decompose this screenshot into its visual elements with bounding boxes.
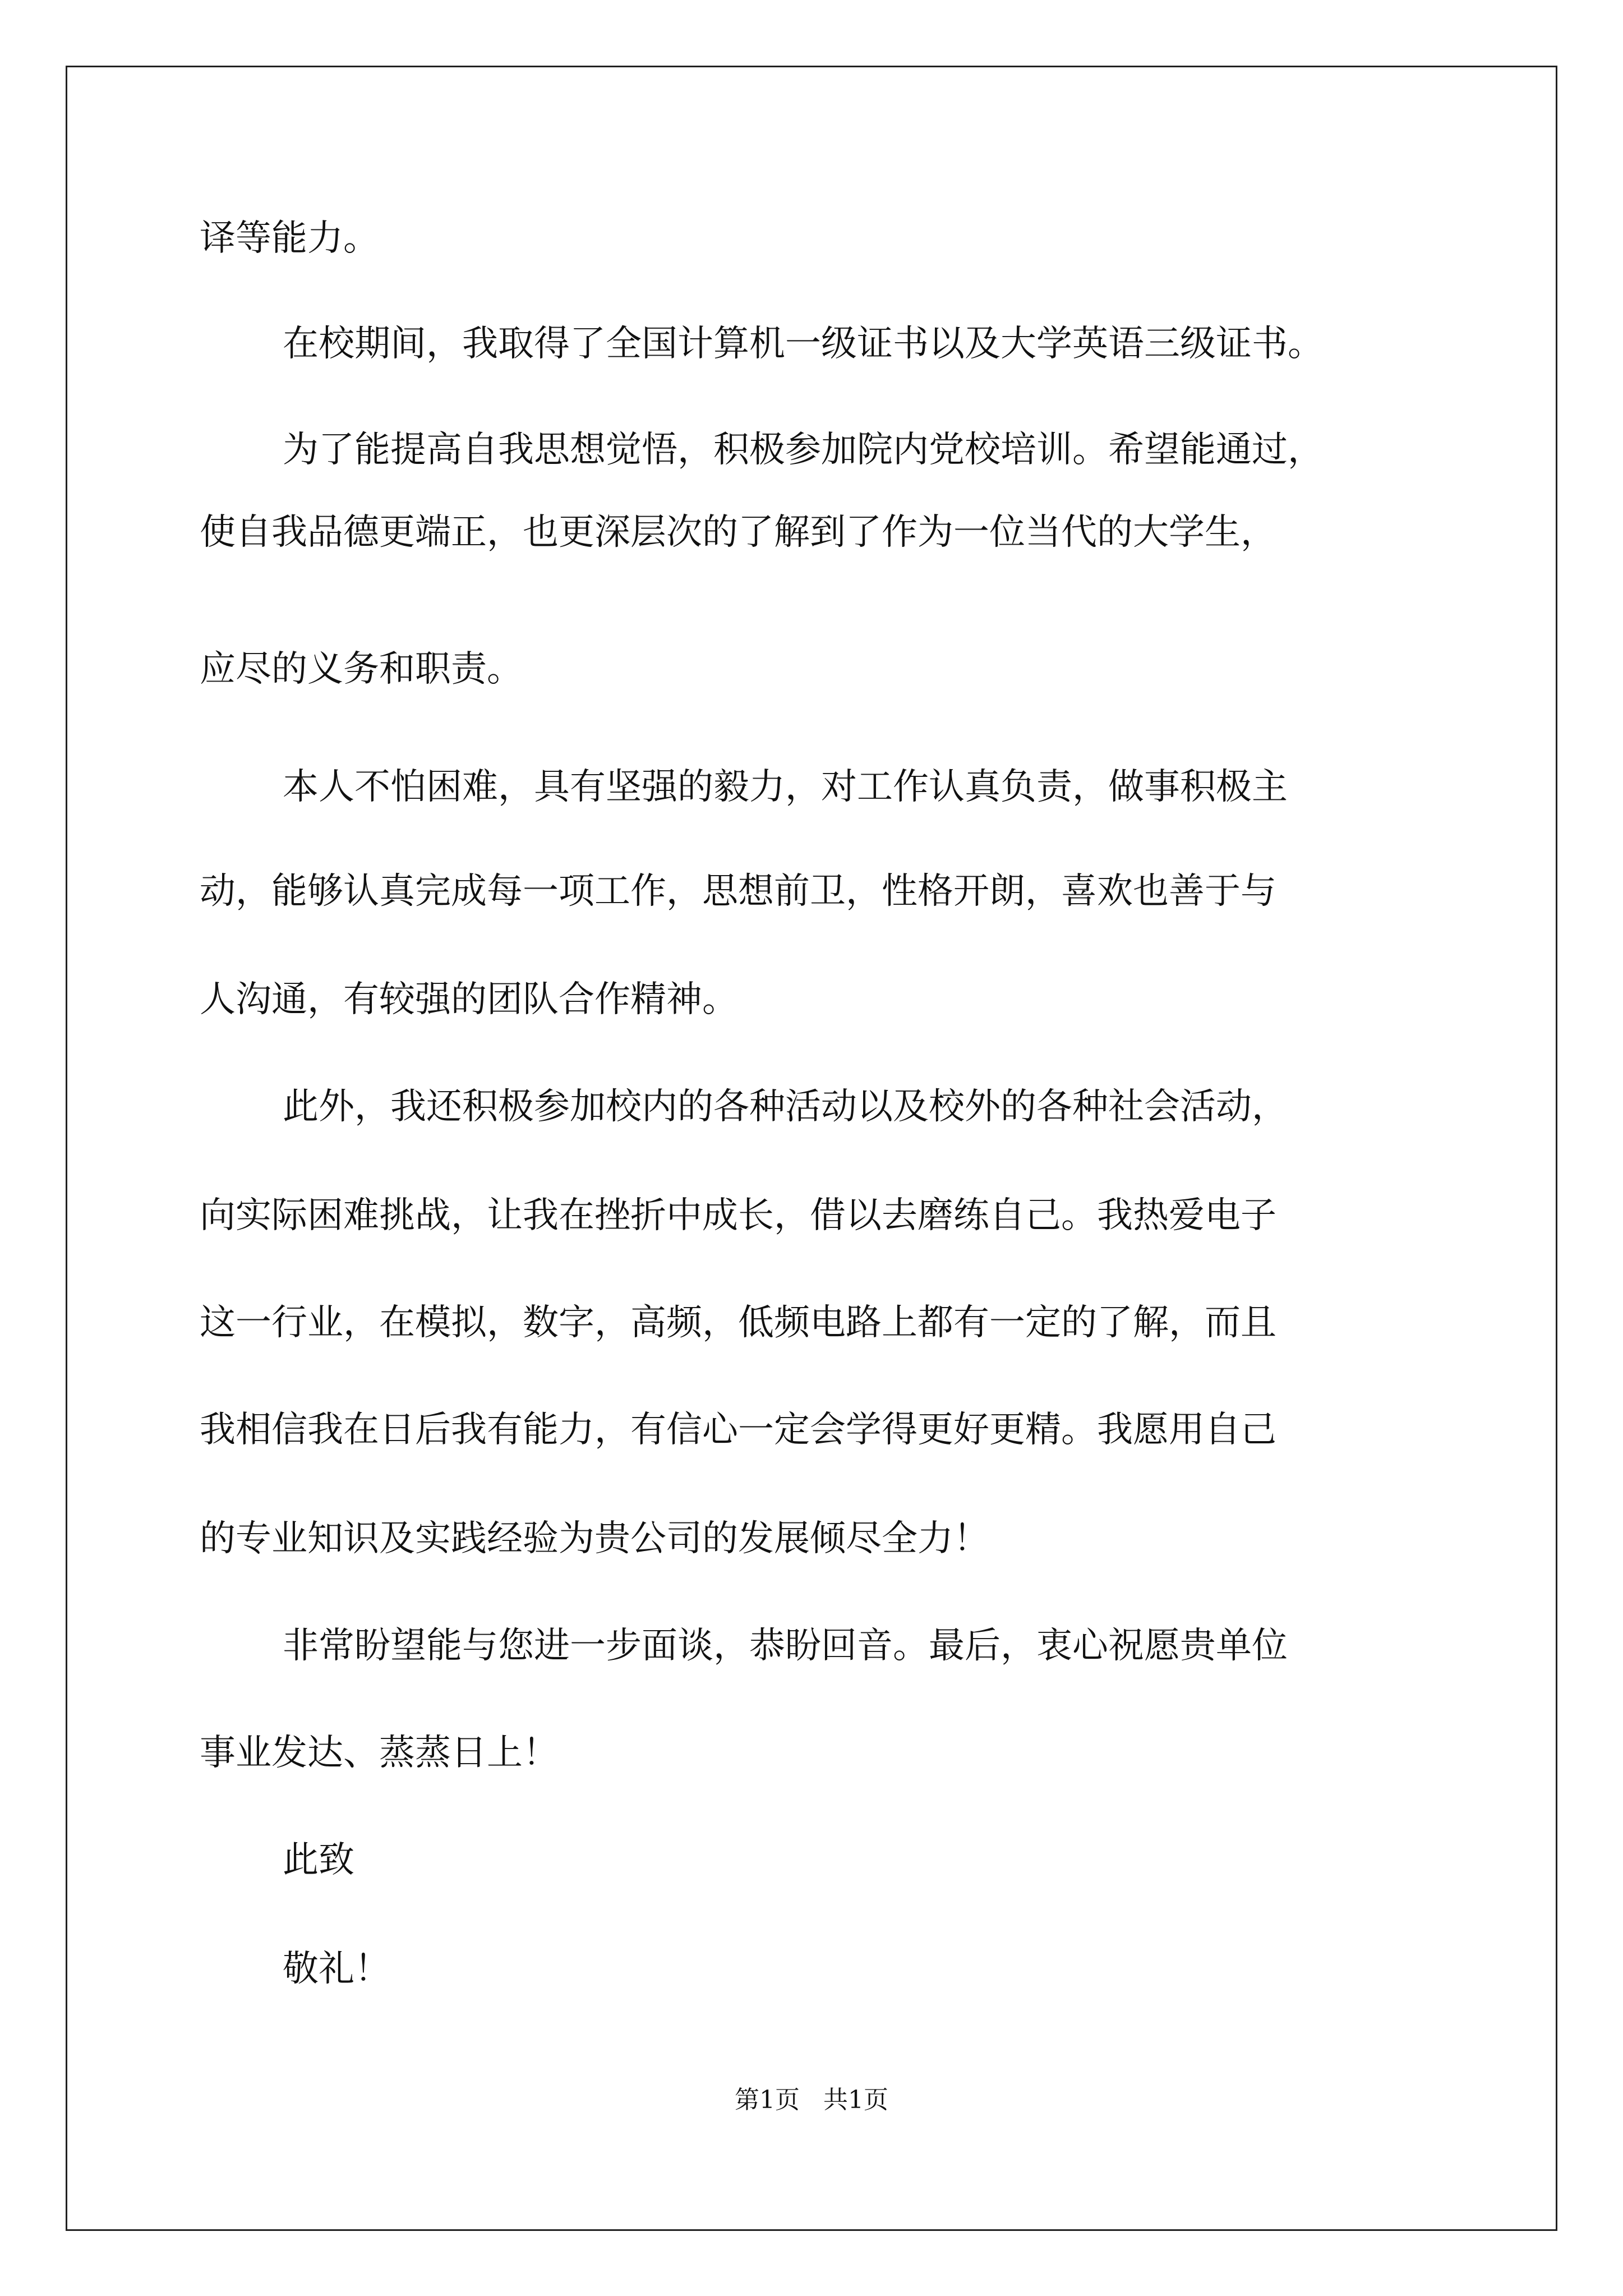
text-line: 事业发达、蒸蒸日上！ bbox=[200, 1732, 559, 1774]
text-line: 此致 bbox=[283, 1839, 354, 1881]
text-line: 非常盼望能与您进一步面谈，恭盼回音。最后，衷心祝愿贵单位 bbox=[283, 1625, 1288, 1667]
text-line: 译等能力。 bbox=[200, 218, 379, 259]
text-line: 为了能提高自我思想觉悟，积极参加院内党校培训。希望能通过， bbox=[283, 429, 1324, 471]
page-frame bbox=[66, 66, 1557, 2231]
text-line: 在校期间，我取得了全国计算机一级证书以及大学英语三级证书。 bbox=[283, 323, 1324, 365]
text-line: 向实际困难挑战，让我在挫折中成长，借以去磨练自己。我热爱电子 bbox=[200, 1195, 1276, 1236]
text-line: 这一行业，在模拟，数字，高频，低频电路上都有一定的了解，而且 bbox=[200, 1302, 1276, 1343]
text-line: 本人不怕困难，具有坚强的毅力，对工作认真负责，做事积极主 bbox=[283, 766, 1288, 808]
text-line: 此外，我还积极参加校内的各种活动以及校外的各种社会活动， bbox=[283, 1086, 1288, 1128]
page-footer: 第1页 共1页 bbox=[735, 2086, 888, 2114]
text-line: 的专业知识及实践经验为贵公司的发展倾尽全力！ bbox=[200, 1518, 989, 1559]
text-line: 我相信我在日后我有能力，有信心一定会学得更好更精。我愿用自己 bbox=[200, 1409, 1276, 1451]
text-line: 使自我品德更端正，也更深层次的了解到了作为一位当代的大学生， bbox=[200, 512, 1276, 553]
text-line: 人沟通，有较强的团队合作精神。 bbox=[200, 979, 738, 1020]
text-line: 动，能够认真完成每一项工作，思想前卫，性格开朗，喜欢也善于与 bbox=[200, 871, 1276, 912]
text-line: 敬礼！ bbox=[283, 1948, 390, 1990]
text-line: 应尽的义务和职责。 bbox=[200, 648, 523, 690]
